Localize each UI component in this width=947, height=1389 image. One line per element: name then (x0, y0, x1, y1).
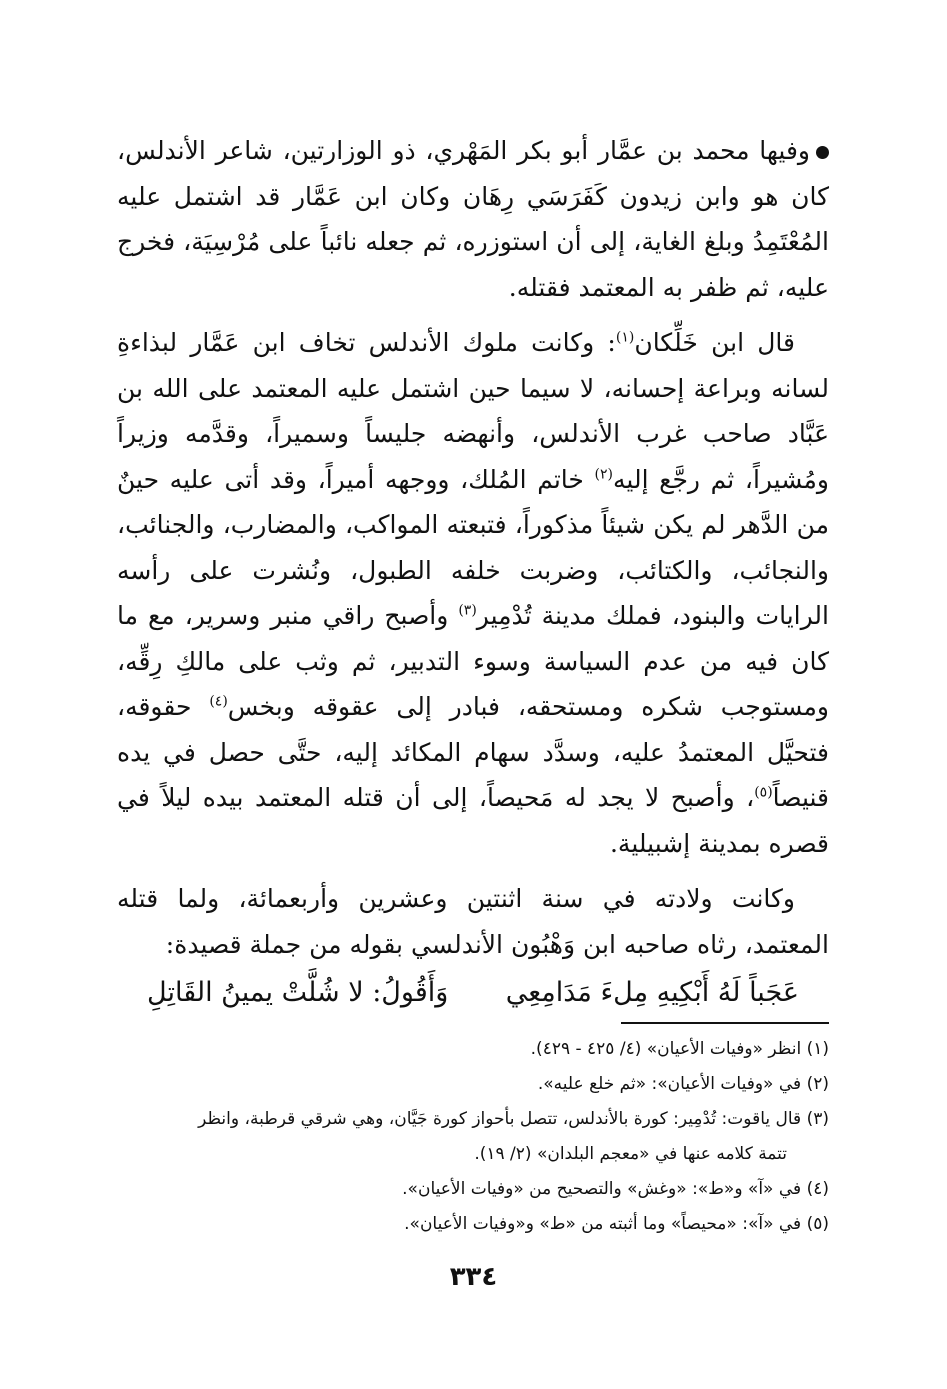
paragraph-3 (117, 876, 829, 967)
footnote-text: في «وفيات الأعيان»: «ثم خلع عليه». (537, 1074, 802, 1094)
footnote-number: (٣) (806, 1109, 829, 1129)
paragraph-1-text: وفيها محمد بن عمَّار أبو بكر المَهْري، ذو الوزارتين، شاعر الأندلس، كان هو وابن زيدون كَفَرَسَي رِهَان وكان ابن عَمَّار قد اشتمل عليه المُعْتَمِدُ وبلغ الغاية، إلى أن استوزره، ثم جعله نائباً على مُرْسِيَة، فخرج عليه، ثم ظفر به المعتمد فقتله. (117, 136, 829, 302)
footnote-ref-4[interactable]: (٤) (209, 693, 228, 710)
paragraph-2-part6: ، وأصبح لا يجد له مَحيصاً، إلى أن قتله المعتمد بيده ليلاً في قصره بمدينة إشبيلية. (117, 783, 829, 858)
main-text (117, 128, 829, 1017)
paragraph-2-part4: وأصبح راقي منبر وسرير، مع ما كان فيه من عدم السياسة وسوء التدبير، ثم وثب على مالكِ رِقِّه، ومستوجب شكره ومستحقه، فبادر إلى عقوقه وبخس (117, 601, 829, 721)
footnote-continuation: تتمة كلامه عنها في «معجم البلدان» (٢/ ١٩). (474, 1144, 787, 1164)
footnote-ref-1[interactable]: (١) (615, 329, 635, 346)
footnote-1 (117, 1032, 829, 1067)
footnote-3 (117, 1102, 829, 1172)
footnote-text: في «آ» و«ط»: «وغش» والتصحيح من «وفيات الأعيان». (402, 1179, 802, 1199)
footnote-ref-5[interactable]: (٥) (754, 784, 773, 801)
footnote-5 (117, 1207, 829, 1242)
verse-first-hemistich: عَجَباً لَهُ أَبْكِيهِ مِلءَ مَدَامِعِي (505, 977, 799, 1008)
paragraph-3-text: وكانت ولادته في سنة اثنتين وعشرين وأربعمائة، ولما قتله المعتمد، رثاه صاحبه ابن وَهْبُون الأندلسي بقوله من جملة قصيدة: (117, 884, 829, 959)
paragraph-1 (117, 128, 829, 310)
footnote-number: (٢) (806, 1074, 829, 1094)
paragraph-2-part5: حقوقه، فتحيَّل المعتمدُ عليه، وسدَّد سهام المكائد إليه، حتَّى حصل في يده قنيصاً (117, 692, 829, 812)
footnote-text: قال ياقوت: تُدْمِير: كورة بالأندلس، تتصل بأحواز كورة جَيَّان، وهي شرقي قرطبة، وانظر (198, 1109, 802, 1129)
paragraph-2-part1: قال ابن خَلِّكان (634, 328, 795, 357)
footnote-ref-2[interactable]: (٢) (594, 466, 613, 483)
poem-verse (117, 969, 829, 1017)
footnote-text: انظر «وفيات الأعيان» (٤/ ٤٢٥ - ٤٢٩). (530, 1039, 802, 1059)
paragraph-2 (117, 320, 829, 866)
footnote-number: (٥) (806, 1214, 829, 1234)
footnotes (117, 1032, 829, 1242)
footnote-number: (١) (806, 1039, 829, 1059)
verse-second-hemistich: وَأَقُولُ: لا شُلَّتْ يمينُ القَاتِلِ (147, 977, 449, 1008)
paragraph-2-part2: : وكانت ملوك الأندلس تخاف ابن عَمَّار لبذاءةِ لسانه وبراعة إحسانه، لا سيما حين اشتمل عليه المعتمد على الله بن عَبَّاد صاحب غرب الأندلس، وأنهضه جليساً وسميراً، وقدَّمه وزيراً ومُشيراً، ثم رجَّع إليه (117, 328, 829, 494)
bullet-icon (816, 146, 829, 159)
footnote-2 (117, 1067, 829, 1102)
footnote-number: (٤) (806, 1179, 829, 1199)
footnote-ref-3[interactable]: (٣) (458, 602, 477, 619)
footnote-divider (621, 1022, 829, 1024)
page-number: ٣٣٤ (449, 1262, 498, 1292)
footnote-text: في «آ»: «محيصاً» وما أثبته من «ط» و«وفيات الأعيان». (404, 1214, 802, 1234)
footnote-4 (117, 1172, 829, 1207)
paragraph-2-part3: خاتم المُلك، ووجهه أميراً، وقد أتى عليه حينٌ من الدَّهر لم يكن شيئاً مذكوراً، فتبعته المواكب، والمضارب، والجنائب، والنجائب، والكتائب، وضربت خلفه الطبول، ونُشرت على رأسه الرايات والبنود، فملك مدينة تُدْمِير (117, 464, 829, 630)
